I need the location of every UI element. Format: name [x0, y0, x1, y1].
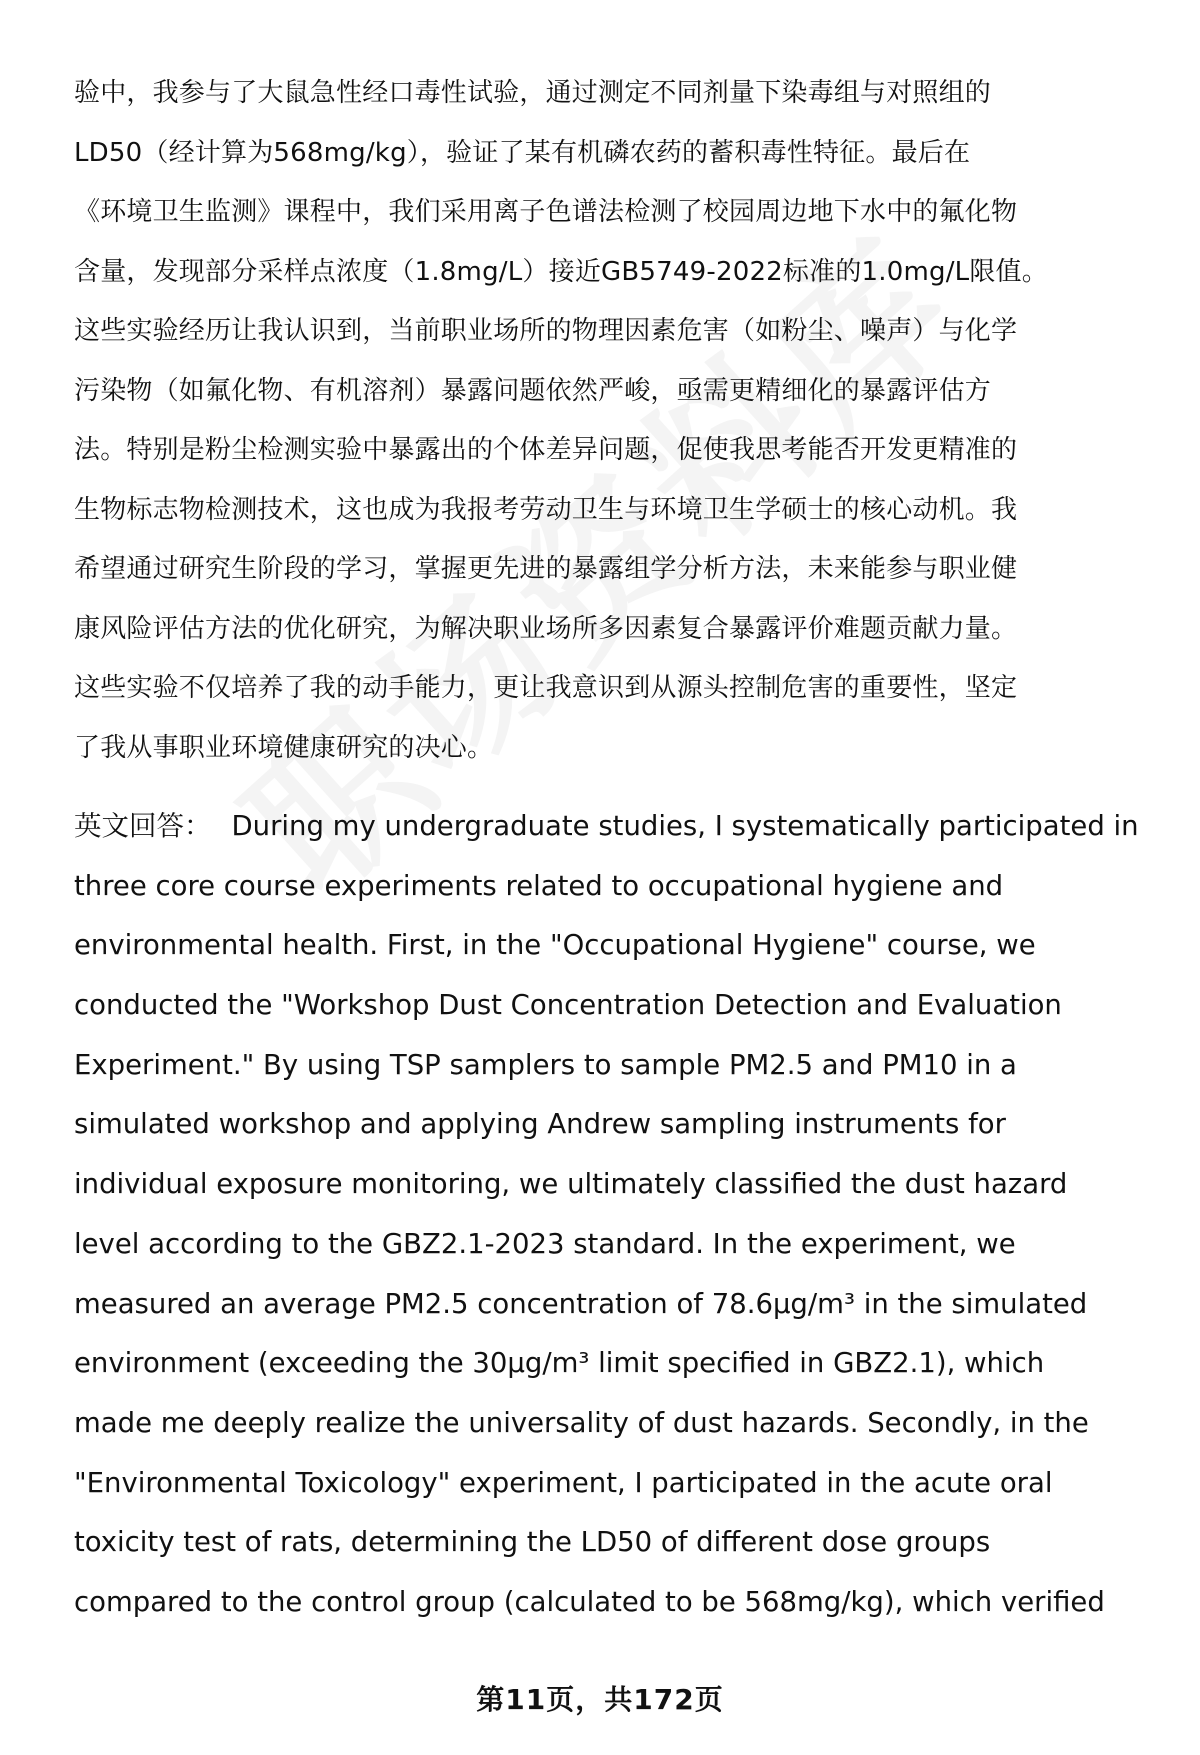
- text-line: "Environmental Toxicology" experiment, I participated in the acute oral: [74, 1466, 1053, 1499]
- text-line: three core course experiments related to occupational hygiene and: [74, 869, 1004, 902]
- page-number-footer: 第11页，共172页: [476, 1683, 724, 1716]
- text-line: conducted the "Workshop Dust Concentration Detection and Evaluation: [74, 989, 1062, 1022]
- text-line: 《环境卫生监测》课程中，我们采用离子色谱法检测了校园周边地下水中的氟化物: [74, 197, 1018, 227]
- text-line: LD50（经计算为568mg/kg），验证了某有机磷农药的蓄积毒性特征。最后在: [74, 137, 971, 168]
- text-line: [74, 797, 1160, 857]
- document-body: [74, 64, 1160, 1633]
- text-line: environmental health. First, in the "Occupational Hygiene" course, we: [74, 929, 1036, 962]
- english-answer-first-line: During my undergraduate studies, I systematically participated in: [231, 810, 1139, 842]
- text-line: 法。特别是粉尘检测实验中暴露出的个体差异问题，促使我思考能否开发更精准的: [74, 435, 1018, 465]
- text-line: 康风险评估方法的优化研究，为解决职业场所多因素复合暴露评价难题贡献力量。: [74, 613, 1018, 644]
- text-line: made me deeply realize the universality of dust hazards. Secondly, in the: [74, 1406, 1089, 1439]
- text-line: Experiment." By using TSP samplers to sample PM2.5 and PM10 in a: [74, 1048, 1017, 1081]
- text-line: 了我从事职业环境健康研究的决心。: [74, 732, 494, 763]
- text-line: 希望通过研究生阶段的学习，掌握更先进的暴露组学分析方法，未来能参与职业健: [74, 554, 1018, 584]
- text-line: compared to the control group (calculated to be 568mg/kg), which verified: [74, 1585, 1105, 1618]
- text-line: simulated workshop and applying Andrew sampling instruments for: [74, 1108, 1006, 1141]
- text-line: 验中，我参与了大鼠急性经口毒性试验，通过测定不同剂量下染毒组与对照组的: [74, 78, 992, 108]
- english-answer-paragraph: [74, 797, 1160, 1633]
- text-line: 污染物（如氟化物、有机溶剂）暴露问题依然严峻，亟需更精细化的暴露评估方: [74, 375, 992, 406]
- text-line: environment (exceeding the 30μg/m³ limit specified in GBZ2.1), which: [74, 1347, 1045, 1380]
- text-line: measured an average PM2.5 concentration of 78.6μg/m³ in the simulated: [74, 1287, 1088, 1320]
- text-line: 含量，发现部分采样点浓度（1.8mg/L）接近GB5749-2022标准的1.0mg/L限值。: [74, 256, 1048, 287]
- text-line: toxicity test of rats, determining the LD50 of different dose groups: [74, 1526, 991, 1559]
- english-answer-label: 英文回答：: [74, 810, 212, 842]
- text-line: 这些实验不仅培养了我的动手能力，更让我意识到从源头控制危害的重要性，坚定: [74, 673, 1018, 703]
- text-line: 生物标志物检测技术，这也成为我报考劳动卫生与环境卫生学硕士的核心动机。我: [74, 494, 1018, 525]
- chinese-paragraph: [74, 64, 1160, 778]
- text-line: individual exposure monitoring, we ultimately classified the dust hazard: [74, 1168, 1068, 1201]
- text-line: 这些实验经历让我认识到，当前职业场所的物理因素危害（如粉尘、噪声）与化学: [74, 316, 1018, 346]
- text-line: level according to the GBZ2.1-2023 standard. In the experiment, we: [74, 1227, 1016, 1260]
